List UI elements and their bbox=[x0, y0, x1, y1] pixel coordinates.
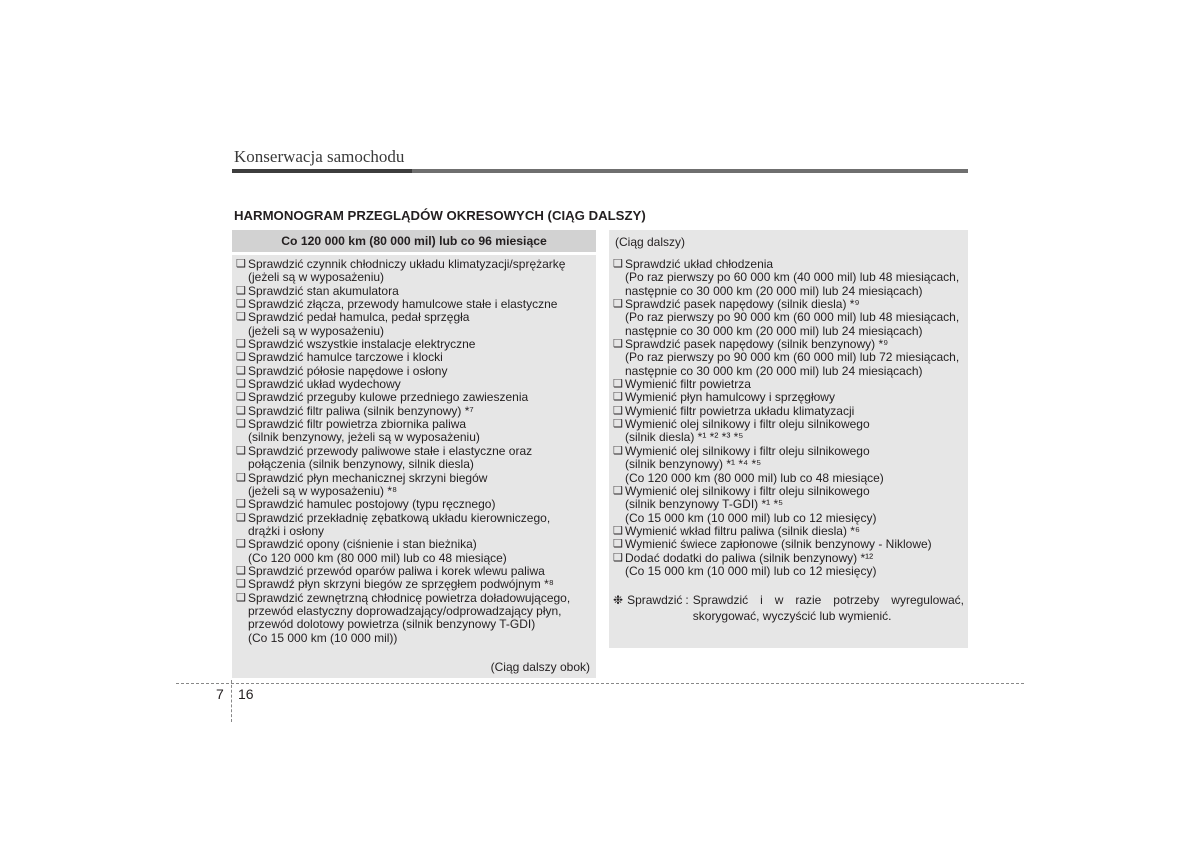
item-line: Wymienić filtr powietrza układu klimatyzacji bbox=[625, 403, 855, 418]
list-item bbox=[236, 592, 592, 645]
item-text bbox=[625, 298, 968, 338]
item-line: Sprawdzić przekładnię zębatkową układu kierowniczego, bbox=[248, 510, 551, 525]
item-line: (Co 15 000 km (10 000 mil) lub co 12 miesięcy) bbox=[625, 510, 877, 525]
checkbox-icon: ❑ bbox=[236, 498, 246, 511]
item-line: (Po raz pierwszy po 90 000 km (60 000 mil) lub 48 miesiącach, bbox=[625, 310, 960, 325]
item-text bbox=[248, 405, 592, 418]
item-text bbox=[248, 365, 592, 378]
list-item bbox=[236, 365, 592, 378]
list-item bbox=[613, 338, 968, 378]
checkbox-icon: ❑ bbox=[613, 338, 623, 351]
item-text bbox=[248, 351, 592, 364]
item-text bbox=[625, 391, 968, 404]
item-line: (Co 120 000 km (80 000 mil) lub co 48 miesiące) bbox=[625, 470, 884, 485]
item-line: (silnik benzynowy, jeżeli są w wyposażeniu) bbox=[248, 430, 480, 445]
checkbox-icon: ❑ bbox=[613, 378, 623, 391]
item-line: Sprawdzić przeguby kulowe przedniego zawieszenia bbox=[248, 390, 529, 405]
item-text bbox=[248, 445, 592, 472]
item-text bbox=[248, 578, 592, 591]
list-item bbox=[236, 311, 592, 338]
checkbox-icon: ❑ bbox=[613, 551, 623, 564]
item-text bbox=[248, 378, 592, 391]
title-divider-accent bbox=[232, 169, 412, 173]
item-line: drążki i osłony bbox=[248, 523, 325, 538]
checkbox-icon: ❑ bbox=[236, 564, 246, 577]
left-column bbox=[232, 230, 596, 678]
list-item bbox=[613, 538, 968, 551]
item-line: Wymienić olej silnikowy i filtr oleju silnikowego bbox=[625, 443, 870, 458]
item-line: (Po raz pierwszy po 90 000 km (60 000 mil) lub 72 miesiącach, bbox=[625, 350, 960, 365]
item-text bbox=[248, 498, 592, 511]
list-item bbox=[236, 418, 592, 445]
checkbox-icon: ❑ bbox=[236, 418, 246, 431]
item-text bbox=[248, 258, 592, 285]
item-line: Sprawdzić wszystkie instalacje elektryczne bbox=[248, 337, 476, 352]
checkbox-icon: ❑ bbox=[236, 591, 246, 604]
list-item bbox=[236, 538, 592, 565]
checkbox-icon: ❑ bbox=[236, 578, 246, 591]
checkbox-icon: ❑ bbox=[613, 404, 623, 417]
checkbox-icon: ❑ bbox=[613, 258, 623, 270]
item-line: Sprawdzić pasek napędowy (silnik benzynowy) *⁹ bbox=[625, 337, 889, 352]
item-text bbox=[248, 311, 592, 338]
item-line: Sprawdzić filtr paliwa (silnik benzynowy) *⁷ bbox=[248, 403, 474, 418]
item-text bbox=[248, 565, 592, 578]
item-line: następnie co 30 000 km (20 000 mil) lub 24 miesiącach) bbox=[625, 283, 923, 298]
checkbox-icon: ❑ bbox=[236, 258, 246, 270]
item-line: następnie co 30 000 km (20 000 mil) lub 24 miesiącach) bbox=[625, 363, 923, 378]
item-line: (Co 15 000 km (10 000 mil) lub co 12 miesięcy) bbox=[625, 563, 877, 578]
item-text bbox=[625, 378, 968, 391]
checkbox-icon: ❑ bbox=[236, 351, 246, 364]
item-line: Wymienić filtr powietrza bbox=[625, 377, 751, 392]
item-text bbox=[248, 418, 592, 445]
list-item bbox=[236, 472, 592, 499]
checkbox-icon: ❑ bbox=[613, 418, 623, 431]
item-line: (Po raz pierwszy po 60 000 km (40 000 mil) lub 48 miesiącach, bbox=[625, 270, 960, 285]
item-line: (silnik diesla) *¹ *² *³ *⁵ bbox=[625, 430, 744, 445]
item-text bbox=[625, 485, 968, 525]
item-text bbox=[625, 258, 968, 298]
item-text bbox=[625, 552, 968, 579]
item-line: Wymienić płyn hamulcowy i sprzęgłowy bbox=[625, 390, 835, 405]
item-line: (silnik benzynowy) *¹ *⁴ *⁵ bbox=[625, 457, 762, 472]
item-line: (silnik benzynowy T-GDI) *¹ *⁵ bbox=[625, 497, 784, 512]
checkbox-icon: ❑ bbox=[236, 404, 246, 417]
item-text bbox=[625, 525, 968, 538]
note-colon: : bbox=[685, 593, 689, 607]
item-line: (jeżeli są w wyposażeniu) bbox=[248, 323, 385, 338]
item-line: Sprawdzić półosie napędowe i osłony bbox=[248, 363, 448, 378]
item-line: Wymienić olej silnikowy i filtr oleju silnikowego bbox=[625, 483, 870, 498]
item-text bbox=[625, 445, 968, 485]
item-line: (jeżeli są w wyposażeniu) *⁸ bbox=[248, 483, 398, 498]
checkbox-icon: ❑ bbox=[613, 538, 623, 551]
list-item bbox=[613, 391, 968, 404]
item-line: Sprawdzić czynnik chłodniczy układu klimatyzacji/sprężarkę bbox=[248, 257, 566, 271]
item-line: Sprawdzić przewody paliwowe stałe i elastyczne oraz bbox=[248, 443, 533, 458]
checkbox-icon: ❑ bbox=[236, 391, 246, 404]
item-line: przewód dolotowy powietrza (silnik benzynowy T-GDI) bbox=[248, 617, 536, 632]
item-line: przewód elastyczny doprowadzający/odprowadzający płyn, bbox=[248, 603, 562, 618]
list-item bbox=[236, 351, 592, 364]
checkbox-icon: ❑ bbox=[613, 298, 623, 311]
note bbox=[613, 592, 964, 624]
list-item bbox=[236, 578, 592, 591]
list-item bbox=[236, 285, 592, 298]
item-text bbox=[625, 418, 968, 445]
list-item bbox=[236, 298, 592, 311]
item-line: Sprawdzić układ wydechowy bbox=[248, 377, 401, 392]
item-line: Sprawdzić opony (ciśnienie i stan bieżnika) bbox=[248, 537, 477, 552]
item-text bbox=[248, 538, 592, 565]
section-title: Konserwacja samochodu bbox=[234, 147, 405, 166]
list-item bbox=[613, 445, 968, 485]
item-line: następnie co 30 000 km (20 000 mil) lub 24 miesiącach) bbox=[625, 323, 923, 338]
checkbox-icon: ❑ bbox=[236, 378, 246, 391]
right-column bbox=[609, 230, 968, 648]
main-heading: HARMONOGRAM PRZEGLĄDÓW OKRESOWYCH (CIĄG DALSZY) bbox=[234, 208, 646, 223]
item-text bbox=[625, 338, 968, 378]
list-item bbox=[236, 405, 592, 418]
list-item bbox=[236, 512, 592, 539]
page-number: 16 bbox=[238, 686, 254, 702]
checkbox-icon: ❑ bbox=[236, 298, 246, 311]
item-text bbox=[248, 391, 592, 404]
checkbox-icon: ❑ bbox=[236, 538, 246, 551]
item-text bbox=[248, 472, 592, 499]
item-line: Sprawdzić hamulec postojowy (typu ręcznego) bbox=[248, 497, 496, 512]
checkbox-icon: ❑ bbox=[236, 364, 246, 377]
list-item bbox=[236, 258, 592, 285]
list-item bbox=[236, 445, 592, 472]
item-line: Sprawdzić filtr powietrza zbiornika paliwa bbox=[248, 417, 467, 432]
list-item bbox=[236, 391, 592, 404]
item-line: Wymienić wkład filtru paliwa (silnik diesla) *⁶ bbox=[625, 523, 860, 538]
checkbox-icon: ❑ bbox=[236, 284, 246, 297]
checkbox-icon: ❑ bbox=[236, 311, 246, 324]
item-line: Sprawdzić hamulce tarczowe i klocki bbox=[248, 350, 443, 365]
item-line: Sprawdź płyn skrzyni biegów ze sprzęgłem podwójnym *⁸ bbox=[248, 577, 554, 592]
note-definition: Sprawdzić i w razie potrzeby wyregulować, skorygować, wyczyścić lub wymienić. bbox=[692, 593, 964, 623]
item-line: Wymienić olej silnikowy i filtr oleju silnikowego bbox=[625, 417, 870, 432]
checkbox-icon: ❑ bbox=[236, 471, 246, 484]
list-item bbox=[236, 338, 592, 351]
item-text bbox=[248, 298, 592, 311]
item-line: (Co 120 000 km (80 000 mil) lub co 48 miesiące) bbox=[248, 550, 507, 565]
item-text bbox=[248, 592, 592, 645]
item-line: (Co 15 000 km (10 000 mil)) bbox=[248, 630, 398, 645]
continued-label: (Ciąg dalszy) bbox=[615, 235, 686, 249]
list-item bbox=[613, 405, 968, 418]
list-item bbox=[236, 378, 592, 391]
item-line: Sprawdzić pedał hamulca, pedał sprzęgła bbox=[248, 310, 470, 325]
item-line: Dodać dodatki do paliwa (silnik benzynowy) *¹² bbox=[625, 550, 874, 565]
right-item-list bbox=[613, 258, 968, 578]
left-column-header: Co 120 000 km (80 000 mil) lub co 96 miesiące bbox=[232, 230, 596, 252]
note-asterisk-icon: ❉ bbox=[613, 593, 624, 607]
item-line: połączenia (silnik benzynowy, silnik diesla) bbox=[248, 457, 474, 472]
item-line: Sprawdzić przewód oparów paliwa i korek wlewu paliwa bbox=[248, 563, 545, 578]
item-text bbox=[625, 538, 968, 551]
checkbox-icon: ❑ bbox=[613, 524, 623, 537]
list-item bbox=[236, 498, 592, 511]
checkbox-icon: ❑ bbox=[613, 484, 623, 497]
list-item bbox=[613, 378, 968, 391]
item-line: Sprawdzić zewnętrzną chłodnicę powietrza doładowującego, bbox=[248, 590, 571, 605]
checkbox-icon: ❑ bbox=[236, 511, 246, 524]
checkbox-icon: ❑ bbox=[236, 444, 246, 457]
checkbox-icon: ❑ bbox=[236, 338, 246, 351]
item-line: Sprawdzić stan akumulatora bbox=[248, 283, 399, 298]
item-line: Sprawdzić pasek napędowy (silnik diesla) *⁹ bbox=[625, 297, 860, 312]
list-item bbox=[613, 552, 968, 579]
list-item bbox=[236, 565, 592, 578]
footer-divider bbox=[176, 683, 1024, 684]
item-text bbox=[625, 405, 968, 418]
item-text bbox=[248, 512, 592, 539]
left-item-list bbox=[236, 258, 592, 645]
note-label: Sprawdzić bbox=[627, 593, 683, 607]
list-item bbox=[613, 485, 968, 525]
item-line: (jeżeli są w wyposażeniu) bbox=[248, 270, 385, 285]
checkbox-icon: ❑ bbox=[613, 444, 623, 457]
list-item bbox=[613, 418, 968, 445]
item-line: Wymienić świece zapłonowe (silnik benzynowy - Niklowe) bbox=[625, 537, 932, 552]
chapter-number: 7 bbox=[216, 686, 224, 702]
list-item bbox=[613, 298, 968, 338]
item-text bbox=[248, 338, 592, 351]
item-line: Sprawdzić układ chłodzenia bbox=[625, 257, 774, 271]
item-line: Sprawdzić płyn mechanicznej skrzyni biegów bbox=[248, 470, 488, 485]
item-text bbox=[248, 285, 592, 298]
continued-next-label: (Ciąg dalszy obok) bbox=[490, 660, 590, 674]
list-item bbox=[613, 525, 968, 538]
item-line: Sprawdzić złącza, przewody hamulcowe stałe i elastyczne bbox=[248, 297, 558, 312]
footer-vertical-divider bbox=[231, 680, 232, 722]
list-item bbox=[613, 258, 968, 298]
checkbox-icon: ❑ bbox=[613, 391, 623, 404]
